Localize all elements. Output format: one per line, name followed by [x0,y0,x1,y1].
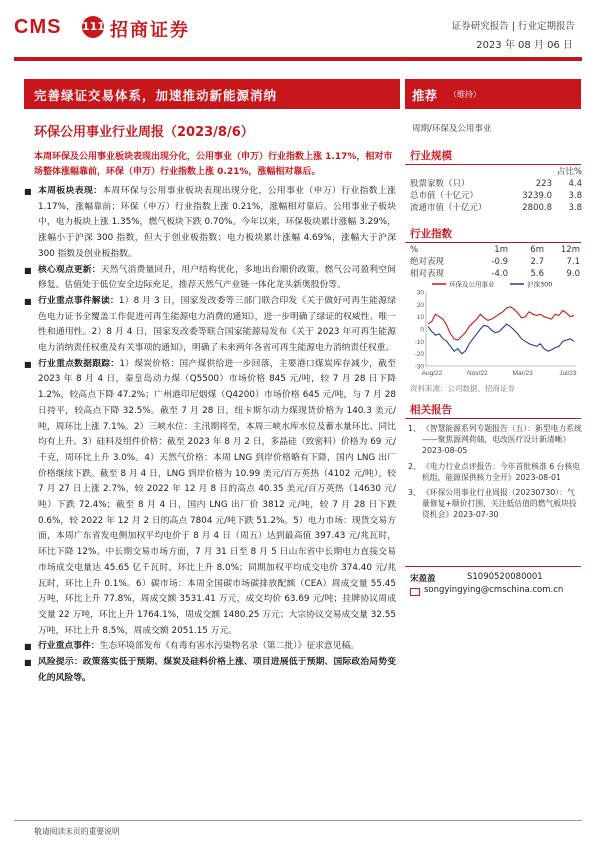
logo-mark-icon: 111 [82,16,104,38]
table-cell: 2800.8 [522,203,552,213]
chart-source: 资料来源：公司数据、招商证券 [410,384,515,393]
analyst-name: 宋盈盈 [410,574,436,584]
report-title: 《环保公用事业行业周报（20230730）：气量修复+顺价打围，关注低估值的燃气板块投资机会》2023-07-30 [422,488,577,520]
bullet-text: 政策落实低于预期、煤炭及硅料价格上涨、项目进展低于预期、国际政治局势变化的风险等。 [38,657,396,683]
index-performance-chart [406,278,582,380]
table-cell: 7.1 [566,257,580,267]
table-header-cell: 12m [560,245,580,255]
y-tick-label: -20 [414,351,424,359]
x-tick-label: Jul/23 [559,370,577,377]
y-tick-label: 30 [416,289,424,297]
table-cell: 4.4 [568,179,582,189]
bullet-text: 生态环境部发布《有毒有害水污染物名录（第二批）》征求意见稿。 [99,641,360,652]
x-tick-label: Aug/22 [421,370,443,377]
series-line-sector [428,307,574,340]
industry-scale-table [410,166,582,214]
report-sub-title: 环保公用事业行业周报（2023/8/6） [34,125,254,140]
table-cell: 5.6 [530,269,544,279]
bullet-label: 核心观点更新： [38,264,101,275]
report-main-title: 完善绿证交易体系，加速推动新能源消纳 [34,88,278,103]
report-body [24,184,396,687]
list-item[interactable] [408,461,582,483]
legend-label: 沪深300 [527,280,553,289]
table-cell: 流通市值（十亿元） [410,203,487,213]
table-cell: -4.0 [491,269,508,279]
related-reports-list [408,423,582,525]
bullet-core-view [24,263,396,294]
report-title: 《电力行业点评报告：今年首批核准 6 台核电机组，能源保供核力全开》2023-08-01 [422,461,581,482]
series-line-hs300 [428,324,574,354]
table-cell [508,166,552,178]
bullet-label: 风险提示： [38,657,83,668]
x-tick-label: Nov/22 [467,370,488,377]
y-tick-label: -30 [414,363,424,371]
header-divider [14,57,582,61]
bullet-label: 行业重点数据跟踪： [38,358,120,369]
table-header-cell: 1m [494,245,508,255]
table-row [410,190,582,202]
bullet-key-events [24,639,396,655]
footer-note: 敬请阅读末页的重要说明 [34,827,120,836]
bullet-text: 1）8 月 3 日，国家发改委等三部门联合印发《关于做好可再生能源绿色电力证书全覆盖工作促进可再生能源电力消费的通知》，进一步明确了绿证的权威性、唯一性和通用性。2）8 月 4 日，国家发改委等联合国家能源局发布《关于 2023 年可再生能源电力消纳责任权重及有关事项的通知》，明确了未来两年各省可再生能源电力消纳责任权重。 [38,295,396,354]
y-tick-label: -10 [414,338,424,346]
related-reports-title: 相关报告 [410,404,452,416]
section-divider [405,164,581,165]
table-row [410,178,582,190]
y-tick-label: 10 [416,314,424,322]
rating-sub-label: （维持） [449,90,481,99]
table-cell: 9.0 [566,269,580,279]
bullet-label: 行业重点事件： [38,641,100,652]
report-summary: 本周环保及公用事业板块表现出现分化，公用事业（申万）行业指数上涨 1.17%，相对市场整体涨幅靠前，环保（申万）行业指数上涨 0.21%，涨幅相对靠后。 [34,152,393,177]
list-item[interactable] [408,423,582,457]
footer-divider [14,820,582,821]
document-date: 2023 年 08 月 06 日 [476,40,573,51]
report-number: 1、 [408,424,421,433]
x-tick-label: Mar/23 [512,370,533,377]
table-cell: 绝对表现 [410,257,445,267]
report-number: 2、 [408,461,421,471]
mail-icon [410,588,420,596]
table-cell: -0.9 [491,257,508,267]
table-cell: 3239.0 [522,191,552,201]
industry-scale-title: 行业规模 [410,150,452,162]
bullet-label: 行业重点事件解读： [38,295,119,306]
document-type: 证券研究报告 | 行业定期报告 [451,21,575,32]
table-header-row [410,244,580,256]
report-number: 3、 [408,488,421,498]
bullet-event-interpretation [24,294,396,357]
y-tick-label: 20 [416,301,424,309]
legend-label: 环保及公用事业 [449,280,495,289]
table-cell: 总市值（十亿元） [410,191,479,201]
table-cell: 股票家数（只） [410,179,470,189]
analyst-certificate: S1090520080001 [467,572,543,582]
table-cell: 223 [535,179,552,189]
rating-label: 推荐 [412,88,438,103]
section-divider [405,418,581,419]
bullet-label: 本周板块表现： [38,186,103,196]
bullet-text: 1）煤炭价格：国产煤供给进一步回落，主要港口煤炭库存减少，截至 2023 年 8 月 4 日，秦皇岛动力煤（Q5500）市场价格 845 元/吨，较 7 月 28 日下降 1.2%，较高点下降 47.2%；广州港印尼烟煤（Q4200）市场价格 645 元/吨，与 7 月 28 日持平，较高点下降 32.5%。截至 7 月 28 日，纽卡斯尔动力煤现货价格为 140.3 美元/吨，周环比上涨 7.1%。2）三峡水位：主汛期将至，本周三峡水库水位及蓄水量环比、同比均有上升。3）硅料及组件价格：截至 2023 年 8 月 2 日，多晶硅（致密料）价格为 69 元/千克，周环比上升 3.0%。4）天然气价格：本周 LNG 到岸价格略有下降，国内 LNG 出厂价格继续下跌。截至 8 月 4 日，LNG 到岸价格为 10.99 美元/百万英热（4102 元/吨），较 7 月 27 日上涨 2.7%，较 2022 年 12 月 8 日的高点 40.35 美元/百万英热（14630 元/吨）下跌 72.4%；截至 8 月 4 日，国内 LNG 出厂价 3812 元/吨，较 7 月 28 日下跌 0.6%，较 2022 年 12 月 2 日的高点 7804 元/吨下跌 51.2%。5）电力市场：现货交易方面，本周广东省发电侧加权平均电价于 8 月 4 日（周五）达到最高值 397.43 元/兆瓦时，环比下降 12%。中长期交易市场方面，7 月 31 日至 8 月 5 日山东省中长期电力直接交易市场成交电量达 45.65 亿千瓦时，环比上升 8.0%；同期加权平均成交电价 374.40 元/兆瓦时，环比上升 0.1%。6）碳市场：本周全国碳市场碳排放配额（CEA）周成交量 55.45 万吨，环比上升 77.8%，周成交额 3531.41 万元，成交均价 63.69 元/吨；挂牌协议周成交量 22 万吨，环比上升 1764.1%，周成交额 1480.25 万元；大宗协议交易成交量 32.55 万吨，环比上升 8.5%，周成交额 2051.15 万元。 [38,358,396,636]
table-cell: 相对表现 [410,269,445,279]
table-cell: 3.8 [568,203,582,213]
table-header-cell: % [410,245,419,255]
bullet-data-tracking [24,357,396,640]
table-cell: 3.8 [568,191,582,201]
table-header-row [410,166,582,178]
table-cell: 2.7 [530,257,544,267]
bullet-risk-warning [24,655,396,686]
table-cell [410,166,508,178]
bullet-text: 天然气消费量回升，用户结构优化，多地出台顺价政策，燃气公司盈利空间修复。估值处于低位安全边际充足，推荐天然气产业链一体化龙头新奥股份等。 [38,264,396,291]
bullet-sector-performance [24,184,396,263]
industry-index-table [410,244,580,280]
bullet-text: 本周环保与公用事业板块表现出现分化，公用事业（申万）行业指数上涨 1.17%，涨幅靠前；环保（申万）行业指数上涨 0.21%，涨幅相对靠后。公用事业子板块中，电力板块上涨 1.35%，燃气板块下跌 0.70%。今年以来，环保板块累计涨幅 3.29%，涨幅小于沪深 300 指数，但大于创业板指数；电力板块累计涨幅 4.69%，涨幅大于沪深 300 指数及创业板指数。 [38,186,396,259]
logo-cms-text: CMS [14,16,62,38]
logo-company-name: 招商证券 [110,20,190,41]
section-divider [405,242,581,243]
table-row [410,256,580,268]
analyst-email[interactable]: songyingying@cmschina.com.cn [424,585,564,595]
table-row [410,202,582,214]
y-tick-label: 0 [420,326,424,334]
section-divider [405,566,581,567]
industry-category: 周期/环保及公用事业 [412,124,492,134]
table-header-cell: 占比% [556,167,582,177]
list-item[interactable] [408,487,582,521]
report-title: 《智慧能源系列专题报告（五）：新型电力系统——聚焦源网荷储，电改医疗设计新清晰》2023-08-05 [422,424,582,456]
industry-index-title: 行业指数 [410,228,452,240]
table-header-cell: 6m [530,245,544,255]
